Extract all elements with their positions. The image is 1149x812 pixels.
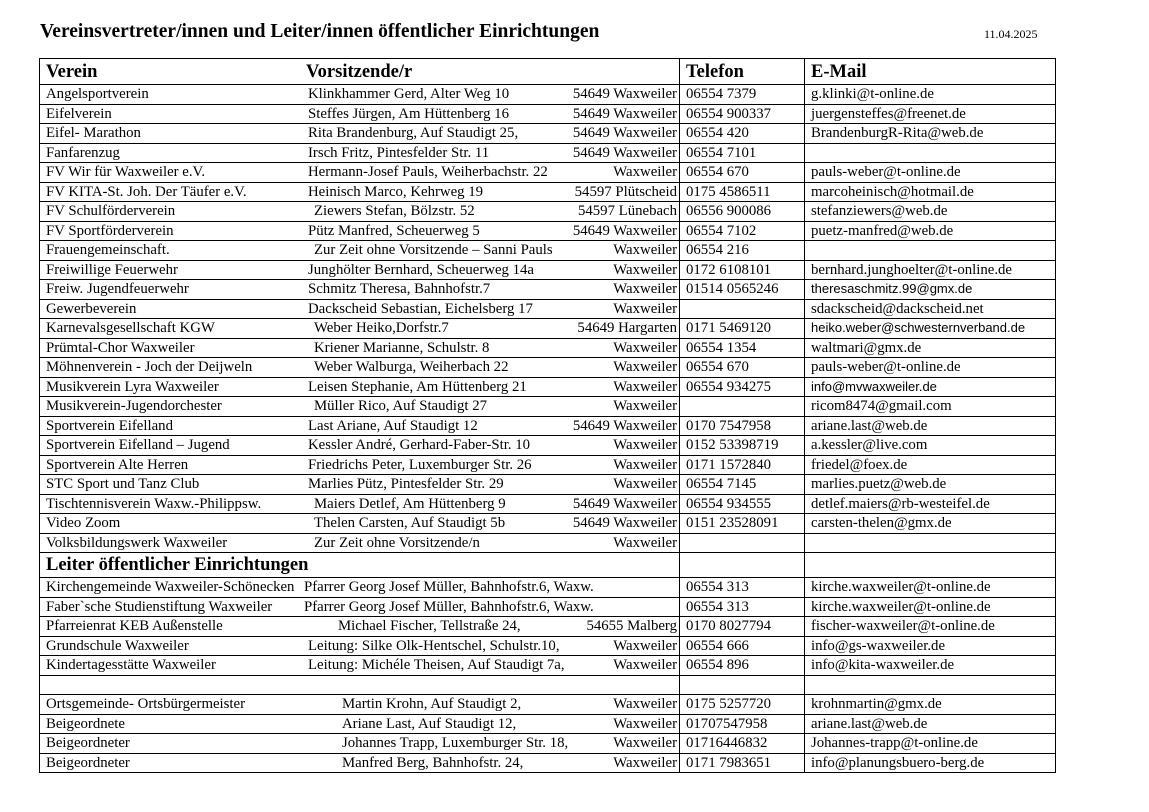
verein-name: FV Wir für Waxweiler e.V. — [46, 164, 206, 181]
table-row — [40, 475, 1056, 495]
table-row — [40, 260, 1056, 280]
table-row — [40, 734, 1056, 754]
email-cell: info@mvwaxweiler.de — [805, 377, 1056, 397]
telefon-cell: 06554 670 — [680, 163, 805, 183]
telefon-cell: 01716446832 — [680, 734, 805, 754]
vorsitz-address: Last Ariane, Auf Staudigt 12 — [308, 417, 478, 434]
email-cell: Johannes-trapp@t-online.de — [805, 734, 1056, 754]
verein-name: Sportverein Eifelland – Jugend — [46, 437, 230, 454]
table-row — [40, 104, 1056, 124]
verein-vorsitz-cell — [40, 675, 680, 695]
telefon-cell: 0171 5469120 — [680, 319, 805, 339]
telefon-cell — [680, 397, 805, 417]
table-row — [40, 636, 1056, 656]
email-cell: info@gs-waxweiler.de — [805, 636, 1056, 656]
verein-vorsitz-cell — [40, 656, 680, 676]
verein-name: Karnevalsgesellschaft KGW — [46, 320, 215, 337]
vorsitz-location: Waxweiler — [613, 378, 677, 395]
vorsitz-address: Pütz Manfred, Scheuerweg 5 — [308, 222, 480, 239]
header-email: E-Mail — [805, 59, 1056, 85]
email-cell: friedel@foex.de — [805, 455, 1056, 475]
telefon-cell: 06554 666 — [680, 636, 805, 656]
verein-name: STC Sport und Tanz Club — [46, 476, 200, 493]
table-row — [40, 319, 1056, 339]
email-cell: kirche.waxweiler@t-online.de — [805, 578, 1056, 598]
telefon-cell: 01514 0565246 — [680, 280, 805, 300]
verein-vorsitz-cell — [40, 578, 680, 598]
verein-vorsitz-cell — [40, 597, 680, 617]
table-row — [40, 182, 1056, 202]
verein-name: Kindertagesstätte Waxweiler — [46, 657, 216, 674]
vorsitz-location: 54649 Waxweiler — [572, 417, 677, 434]
vorsitz-location: 54649 Waxweiler — [572, 86, 677, 103]
vorsitz-address: Irsch Fritz, Pintesfelder Str. 11 — [308, 144, 490, 161]
vorsitz-location: Waxweiler — [613, 437, 677, 454]
vorsitz-location: Waxweiler — [613, 534, 677, 551]
verein-name: Video Zoom — [46, 515, 121, 532]
verein-vorsitz-cell — [40, 617, 680, 637]
vorsitz-address: Klinkhammer Gerd, Alter Weg 10 — [308, 86, 510, 103]
email-cell: sdackscheid@dackscheid.net — [805, 299, 1056, 319]
email-cell: ariane.last@web.de — [805, 416, 1056, 436]
document-date: 11.04.2025 — [984, 27, 1038, 41]
telefon-cell: 06554 934275 — [680, 377, 805, 397]
header-verein: Verein — [46, 61, 98, 82]
telefon-cell: 0171 1572840 — [680, 455, 805, 475]
empty-cell — [805, 553, 1056, 578]
telefon-cell: 06554 7101 — [680, 143, 805, 163]
vorsitz-location: Waxweiler — [613, 657, 677, 674]
verein-name: FV Sportförderverein — [46, 222, 174, 239]
header-verein-vorsitz — [40, 59, 680, 85]
verein-vorsitz-cell — [40, 636, 680, 656]
vorsitz-location: 54649 Waxweiler — [572, 222, 677, 239]
verein-name: Sportverein Alte Herren — [46, 456, 189, 473]
header-vorsitz: Vorsitzende/r — [306, 61, 413, 82]
verein-name: Fanfarenzug — [46, 144, 120, 161]
vorsitz-location: Waxweiler — [613, 281, 677, 298]
section-title: Leiter öffentlicher Einrichtungen — [40, 553, 680, 578]
email-cell: marlies.puetz@web.de — [805, 475, 1056, 495]
email-cell: info@planungsbuero-berg.de — [805, 753, 1056, 773]
table-row — [40, 416, 1056, 436]
vorsitz-location: 54649 Waxweiler — [572, 495, 677, 512]
verein-vorsitz-cell — [40, 416, 680, 436]
vorsitz-location: Waxweiler — [613, 696, 677, 713]
verein-name: Kirchengemeinde Waxweiler-Schönecken — [46, 579, 295, 596]
vorsitz-address: Kriener Marianne, Schulstr. 8 — [314, 339, 490, 356]
verein-name: Prümtal-Chor Waxweiler — [46, 339, 195, 356]
telefon-cell — [680, 533, 805, 553]
vorsitz-location: 54649 Waxweiler — [572, 105, 677, 122]
telefon-cell: 0175 4586511 — [680, 182, 805, 202]
vorsitz-location: Waxweiler — [613, 715, 677, 732]
vorsitz-location: Waxweiler — [613, 456, 677, 473]
vorsitz-address: Dackscheid Sebastian, Eichelsberg 17 — [308, 300, 533, 317]
vorsitz-address: Ariane Last, Auf Staudigt 12, — [342, 715, 517, 732]
verein-name: Angelsportverein — [46, 86, 149, 103]
table-row — [40, 280, 1056, 300]
table-row — [40, 436, 1056, 456]
vorsitz-address: Leisen Stephanie, Am Hüttenberg 21 — [308, 378, 527, 395]
table-row — [40, 377, 1056, 397]
verein-vorsitz-cell — [40, 714, 680, 734]
verein-name: Beigeordneter — [46, 735, 130, 752]
section-header-row — [40, 553, 1056, 578]
vorsitz-location: Waxweiler — [613, 242, 677, 259]
verein-name: Musikverein Lyra Waxweiler — [46, 378, 219, 395]
vorsitz-address: Leitung: Michéle Theisen, Auf Staudigt 7a, — [308, 657, 565, 674]
email-cell: fischer-waxweiler@t-online.de — [805, 617, 1056, 637]
table-row — [40, 494, 1056, 514]
verein-vorsitz-cell — [40, 143, 680, 163]
email-cell — [805, 241, 1056, 261]
table-row — [40, 656, 1056, 676]
email-cell: kirche.waxweiler@t-online.de — [805, 597, 1056, 617]
table-row — [40, 597, 1056, 617]
verein-name: FV KITA-St. Joh. Der Täufer e.V. — [46, 183, 247, 200]
email-cell — [805, 533, 1056, 553]
empty-cell — [680, 553, 805, 578]
telefon-cell: 0171 7983651 — [680, 753, 805, 773]
telefon-cell: 06554 420 — [680, 124, 805, 144]
verein-name: Beigeordnete — [46, 715, 125, 732]
vorsitz-location: 54649 Waxweiler — [572, 144, 677, 161]
table-row — [40, 124, 1056, 144]
verein-vorsitz-cell — [40, 358, 680, 378]
email-cell — [805, 143, 1056, 163]
vorsitz-address: Ziewers Stefan, Bölzstr. 52 — [314, 203, 475, 220]
verein-vorsitz-cell — [40, 280, 680, 300]
verein-name: Beigeordneter — [46, 754, 130, 771]
email-cell — [805, 675, 1056, 695]
telefon-cell: 01707547958 — [680, 714, 805, 734]
email-cell: heiko.weber@schwesternverband.de — [805, 319, 1056, 339]
email-cell: carsten-thelen@gmx.de — [805, 514, 1056, 534]
vorsitz-location: 54655 Malberg — [586, 618, 677, 635]
verein-vorsitz-cell — [40, 753, 680, 773]
telefon-cell: 0152 53398719 — [680, 436, 805, 456]
email-cell: bernhard.junghoelter@t-online.de — [805, 260, 1056, 280]
vorsitz-location: Waxweiler — [613, 476, 677, 493]
vorsitz-location: 54649 Waxweiler — [572, 515, 677, 532]
verein-name: Frauengemeinschaft. — [46, 242, 170, 259]
vorsitz-address: Steffes Jürgen, Am Hüttenberg 16 — [308, 105, 509, 122]
telefon-cell: 06554 216 — [680, 241, 805, 261]
verein-name: Pfarreienrat KEB Außenstelle — [46, 618, 223, 635]
verein-name: Ortsgemeinde- Ortsbürgermeister — [46, 696, 246, 713]
verein-name: Grundschule Waxweiler — [46, 637, 189, 654]
table-row — [40, 455, 1056, 475]
email-cell: pauls-weber@t-online.de — [805, 163, 1056, 183]
email-cell: krohnmartin@gmx.de — [805, 695, 1056, 715]
verein-name: Faber`sche Studienstiftung Waxweiler — [46, 598, 273, 615]
table-row — [40, 163, 1056, 183]
table-row — [40, 617, 1056, 637]
verein-vorsitz-cell — [40, 436, 680, 456]
telefon-cell — [680, 675, 805, 695]
verein-name: Gewerbeverein — [46, 300, 137, 317]
vorsitz-address: Weber Walburga, Weiherbach 22 — [314, 359, 509, 376]
table-row — [40, 299, 1056, 319]
vorsitz-address: Heinisch Marco, Kehrweg 19 — [308, 183, 484, 200]
vorsitz-location: 54597 Lünebach — [577, 203, 677, 220]
telefon-cell: 06556 900086 — [680, 202, 805, 222]
telefon-cell: 0175 5257720 — [680, 695, 805, 715]
email-cell: pauls-weber@t-online.de — [805, 358, 1056, 378]
telefon-cell: 06554 313 — [680, 597, 805, 617]
verein-name: Volksbildungswerk Waxweiler — [46, 534, 228, 551]
vorsitz-address: Weber Heiko,Dorfstr.7 — [314, 320, 449, 337]
email-cell: BrandenburgR-Rita@web.de — [805, 124, 1056, 144]
vorsitz-address: Hermann-Josef Pauls, Weiherbachstr. 22 — [308, 164, 548, 181]
telefon-cell: 06554 670 — [680, 358, 805, 378]
vorsitz-address: Rita Brandenburg, Auf Staudigt 25, — [308, 125, 519, 142]
vorsitz-address: Pfarrer Georg Josef Müller, Bahnhofstr.6, Waxw. — [304, 579, 594, 596]
verein-vorsitz-cell — [40, 85, 680, 105]
telefon-cell: 06554 900337 — [680, 104, 805, 124]
vorsitz-location: Waxweiler — [613, 359, 677, 376]
verein-vorsitz-cell — [40, 241, 680, 261]
table-row — [40, 221, 1056, 241]
verein-vorsitz-cell — [40, 182, 680, 202]
vorsitz-address: Maiers Detlef, Am Hüttenberg 9 — [314, 495, 506, 512]
verein-name: Möhnenverein - Joch der Deijweln — [46, 359, 253, 376]
table-row — [40, 397, 1056, 417]
verein-vorsitz-cell — [40, 695, 680, 715]
vorsitz-address: Zur Zeit ohne Vorsitzende/n — [314, 534, 480, 551]
verein-vorsitz-cell — [40, 260, 680, 280]
vorsitz-address: Junghölter Bernhard, Scheuerweg 14a — [308, 261, 534, 278]
vorsitz-location: Waxweiler — [613, 754, 677, 771]
telefon-cell: 06554 896 — [680, 656, 805, 676]
vorsitz-address: Thelen Carsten, Auf Staudigt 5b — [314, 515, 506, 532]
contact-table — [39, 58, 1056, 773]
table-row — [40, 695, 1056, 715]
header-row — [40, 59, 1056, 85]
vorsitz-address: Zur Zeit ohne Vorsitzende – Sanni Pauls — [314, 242, 553, 259]
vorsitz-address: Michael Fischer, Tellstraße 24, — [338, 618, 521, 635]
vorsitz-address: Martin Krohn, Auf Staudigt 2, — [342, 696, 522, 713]
telefon-cell: 06554 1354 — [680, 338, 805, 358]
vorsitz-address: Müller Rico, Auf Staudigt 27 — [314, 398, 488, 415]
vorsitz-location: Waxweiler — [613, 735, 677, 752]
verein-name: Sportverein Eifelland — [46, 417, 173, 434]
verein-vorsitz-cell — [40, 514, 680, 534]
vorsitz-location: 54649 Hargarten — [577, 320, 677, 337]
vorsitz-address: Schmitz Theresa, Bahnhofstr.7 — [308, 281, 491, 298]
table-row — [40, 202, 1056, 222]
verein-vorsitz-cell — [40, 455, 680, 475]
email-cell: puetz-manfred@web.de — [805, 221, 1056, 241]
vorsitz-location: Waxweiler — [613, 164, 677, 181]
verein-vorsitz-cell — [40, 104, 680, 124]
table-row — [40, 358, 1056, 378]
table-row — [40, 143, 1056, 163]
email-cell: detlef.maiers@rb-westeifel.de — [805, 494, 1056, 514]
table-row — [40, 675, 1056, 695]
vorsitz-address: Marlies Pütz, Pintesfelder Str. 29 — [308, 476, 504, 493]
telefon-cell: 06554 7145 — [680, 475, 805, 495]
verein-vorsitz-cell — [40, 202, 680, 222]
header-telefon: Telefon — [680, 59, 805, 85]
verein-name: Eifel- Marathon — [46, 125, 141, 142]
telefon-cell: 0170 7547958 — [680, 416, 805, 436]
vorsitz-address: Kessler André, Gerhard-Faber-Str. 10 — [308, 437, 531, 454]
vorsitz-location: Waxweiler — [613, 339, 677, 356]
vorsitz-address: Pfarrer Georg Josef Müller, Bahnhofstr.6, Waxw. — [304, 598, 594, 615]
telefon-cell: 06554 7102 — [680, 221, 805, 241]
vorsitz-address: Johannes Trapp, Luxemburger Str. 18, — [342, 735, 569, 752]
telefon-cell — [680, 299, 805, 319]
table-row — [40, 714, 1056, 734]
vorsitz-address: Manfred Berg, Bahnhofstr. 24, — [342, 754, 524, 771]
email-cell: g.klinki@t-online.de — [805, 85, 1056, 105]
verein-vorsitz-cell — [40, 299, 680, 319]
telefon-cell: 06554 313 — [680, 578, 805, 598]
telefon-cell: 06554 934555 — [680, 494, 805, 514]
document-title: Vereinsvertreter/innen und Leiter/innen öffentlicher Einrichtungen — [40, 21, 600, 42]
vorsitz-address: Leitung: Silke Olk-Hentschel, Schulstr.10, — [308, 637, 560, 654]
vorsitz-address: Friedrichs Peter, Luxemburger Str. 26 — [308, 456, 532, 473]
vorsitz-location: Waxweiler — [613, 398, 677, 415]
email-cell: info@kita-waxweiler.de — [805, 656, 1056, 676]
telefon-cell: 0170 8027794 — [680, 617, 805, 637]
table-row — [40, 241, 1056, 261]
telefon-cell: 0172 6108101 — [680, 260, 805, 280]
verein-vorsitz-cell — [40, 319, 680, 339]
email-cell: theresaschmitz.99@gmx.de — [805, 280, 1056, 300]
email-cell: juergensteffes@freenet.de — [805, 104, 1056, 124]
verein-vorsitz-cell — [40, 533, 680, 553]
table-row — [40, 85, 1056, 105]
vorsitz-location: Waxweiler — [613, 261, 677, 278]
verein-name: Eifelverein — [46, 105, 112, 122]
vorsitz-location: Waxweiler — [613, 637, 677, 654]
email-cell: stefanziewers@web.de — [805, 202, 1056, 222]
table-row — [40, 514, 1056, 534]
verein-vorsitz-cell — [40, 734, 680, 754]
verein-vorsitz-cell — [40, 494, 680, 514]
verein-vorsitz-cell — [40, 163, 680, 183]
verein-vorsitz-cell — [40, 475, 680, 495]
telefon-cell: 0151 23528091 — [680, 514, 805, 534]
verein-vorsitz-cell — [40, 124, 680, 144]
verein-vorsitz-cell — [40, 221, 680, 241]
table-row — [40, 533, 1056, 553]
email-cell: ariane.last@web.de — [805, 714, 1056, 734]
verein-name: Tischtennisverein Waxw.-Philippsw. — [46, 495, 262, 512]
vorsitz-location: 54649 Waxweiler — [572, 125, 677, 142]
telefon-cell: 06554 7379 — [680, 85, 805, 105]
verein-name: Freiw. Jugendfeuerwehr — [46, 281, 189, 298]
email-cell: a.kessler@live.com — [805, 436, 1056, 456]
table-row — [40, 753, 1056, 773]
verein-vorsitz-cell — [40, 377, 680, 397]
verein-vorsitz-cell — [40, 338, 680, 358]
verein-name: Freiwillige Feuerwehr — [46, 261, 178, 278]
email-cell: waltmari@gmx.de — [805, 338, 1056, 358]
email-cell: marcoheinisch@hotmail.de — [805, 182, 1056, 202]
verein-vorsitz-cell — [40, 397, 680, 417]
vorsitz-location: 54597 Plütscheid — [574, 183, 677, 200]
table-row — [40, 578, 1056, 598]
email-cell: ricom8474@gmail.com — [805, 397, 1056, 417]
verein-name: Musikverein-Jugendorchester — [46, 398, 222, 415]
vorsitz-location: Waxweiler — [613, 300, 677, 317]
table-row — [40, 338, 1056, 358]
verein-name: FV Schulförderverein — [46, 203, 176, 220]
